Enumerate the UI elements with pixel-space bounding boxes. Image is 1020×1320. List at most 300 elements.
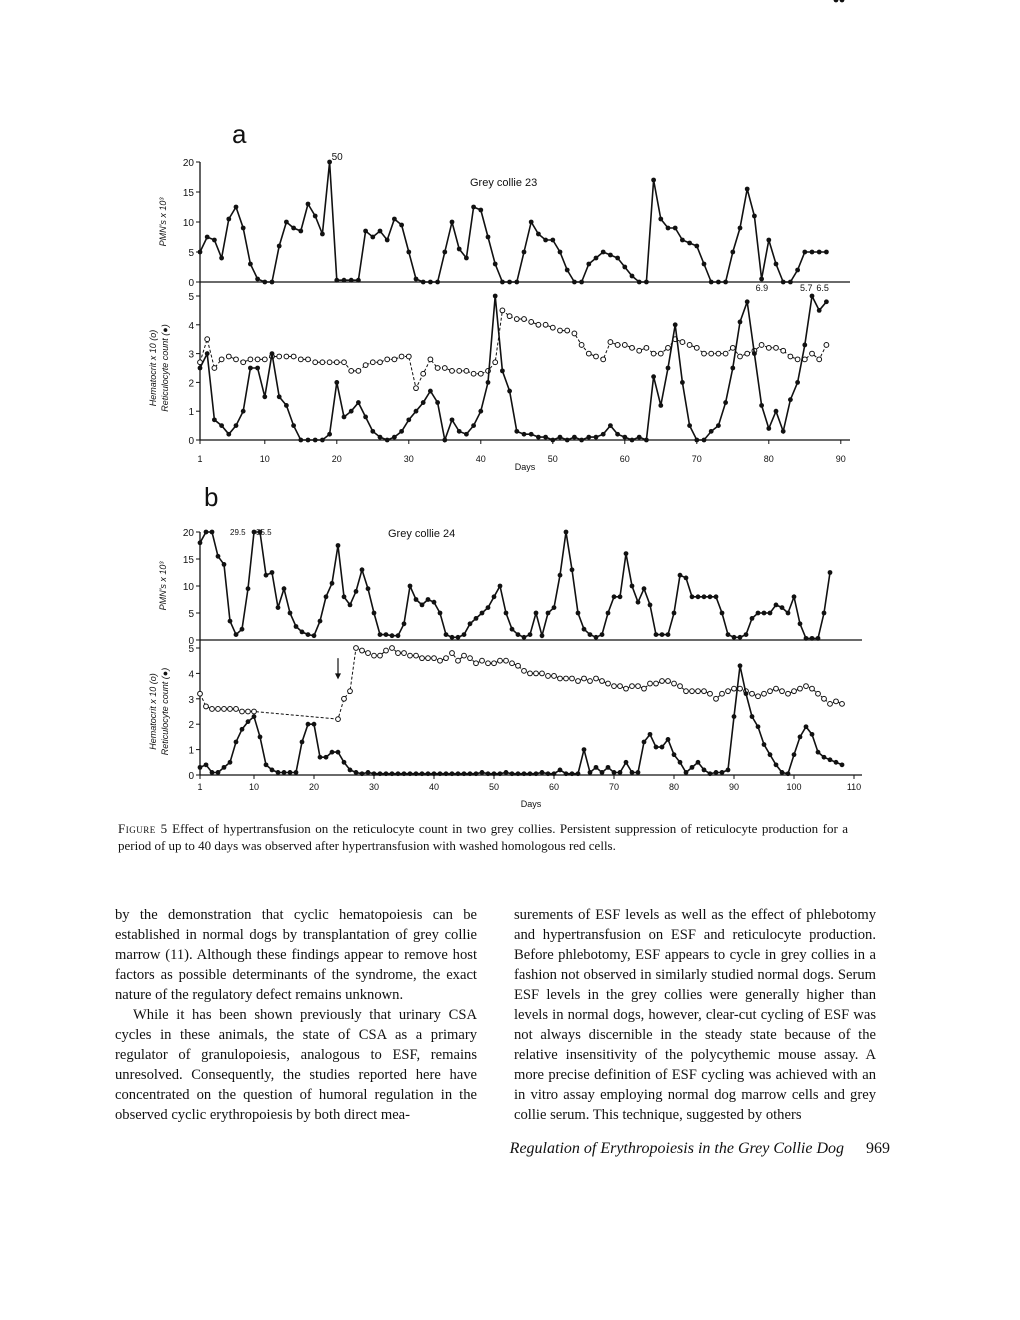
reticulocyte-data-point: [636, 770, 641, 775]
hematocrit-data-point: [255, 357, 260, 362]
figure-caption: [118, 820, 848, 854]
reticulocyte-data-point: [212, 417, 217, 422]
x-tick-label: 70: [691, 454, 702, 464]
pmn-data-point: [792, 594, 797, 599]
pmn-data-point: [396, 633, 401, 638]
hematocrit-data-point: [696, 689, 701, 694]
pmn-data-point: [745, 187, 750, 192]
hematocrit-data-point: [507, 314, 512, 319]
pmn-data-point: [204, 530, 209, 535]
reticulocyte-data-point: [210, 770, 215, 775]
reticulocyte-data-point: [414, 771, 419, 776]
pmn-data-point: [658, 217, 663, 222]
pmn-data-point: [654, 632, 659, 637]
pmn-data-point: [612, 594, 617, 599]
hematocrit-data-point: [291, 354, 296, 359]
hematocrit-data-point: [615, 343, 620, 348]
reticulocyte-data-point: [666, 737, 671, 742]
pmn-data-point: [348, 603, 353, 608]
reticulocyte-data-point: [248, 366, 253, 371]
pmn-data-point: [781, 280, 786, 285]
lower-y-tick-label: 2: [188, 720, 194, 732]
hematocrit-data-point: [486, 661, 491, 666]
pmn-data-point: [716, 280, 721, 285]
hematocrit-data-point: [240, 709, 245, 714]
reticulocyte-data-point: [493, 294, 498, 299]
hematocrit-data-point: [450, 368, 455, 373]
reticulocyte-data-point: [642, 740, 647, 745]
reticulocyte-data-point: [834, 760, 839, 765]
pmn-data-point: [456, 635, 461, 640]
reticulocyte-data-point: [330, 750, 335, 755]
pmn-data-point: [648, 603, 653, 608]
pmn-data-point: [500, 280, 505, 285]
pmn-data-point: [696, 594, 701, 599]
running-footer: [510, 1140, 890, 1158]
hematocrit-data-point: [462, 653, 467, 658]
reticulocyte-data-point: [510, 771, 515, 776]
pmn-data-point: [558, 573, 563, 578]
pmn-data-point: [216, 554, 221, 559]
reticulocyte-data-point: [500, 368, 505, 373]
reticulocyte-data-point: [471, 423, 476, 428]
pmn-data-point: [498, 584, 503, 589]
pmn-data-point: [732, 635, 737, 640]
reticulocyte-data-point: [334, 380, 339, 385]
pmn-data-point: [516, 632, 521, 637]
hematocrit-data-point: [795, 357, 800, 362]
reticulocyte-data-point: [824, 299, 829, 304]
pmn-data-point: [684, 576, 689, 581]
reticulocyte-data-point: [774, 409, 779, 414]
pmn-y-tick-label: 10: [182, 218, 194, 229]
hematocrit-data-point: [500, 308, 505, 313]
reticulocyte-data-point: [486, 380, 491, 385]
pmn-data-point: [385, 238, 390, 243]
pmn-data-point: [342, 278, 347, 283]
pmn-data-point: [673, 226, 678, 231]
pmn-data-point: [438, 611, 443, 616]
hematocrit-y-axis-label: Hematocrit x 10 (o): [148, 329, 158, 407]
reticulocyte-data-point: [759, 403, 764, 408]
reticulocyte-data-point: [318, 755, 323, 760]
caption-label: Figure 5: [118, 821, 168, 836]
transfusion-arrowhead: [335, 673, 341, 679]
body-column-right: [514, 905, 876, 1125]
pmn-data-point: [522, 635, 527, 640]
x-tick-label: 40: [428, 782, 440, 792]
hematocrit-data-point: [788, 354, 793, 359]
hematocrit-data-point: [570, 676, 575, 681]
pmn-data-point: [594, 635, 599, 640]
reticulocyte-data-point: [588, 770, 593, 775]
page-number: 969: [866, 1140, 890, 1157]
hematocrit-data-point: [219, 357, 224, 362]
hematocrit-data-point: [817, 357, 822, 362]
pmn-series-line: [200, 532, 830, 638]
reticulocyte-data-point: [342, 415, 347, 420]
hematocrit-data-point: [241, 360, 246, 365]
hematocrit-data-point: [612, 684, 617, 689]
reticulocyte-data-point: [277, 394, 282, 399]
hematocrit-data-point: [658, 351, 663, 356]
hematocrit-data-point: [442, 366, 447, 371]
hematocrit-data-point: [399, 354, 404, 359]
hematocrit-data-point: [435, 366, 440, 371]
hematocrit-data-point: [636, 684, 641, 689]
hematocrit-data-point: [834, 699, 839, 704]
body-paragraph: surements of ESF levels as well as the effect of phlebotomy and hypertransfusion on ESF and reticulocyte production. Before phlebotomy, ESF appears to cycle in grey collies in a fashion not observed in similarly studied normal dogs. Serum ESF levels in the grey collies were generally higher than levels in normal dogs, however, clear-cut cycling of ESF was not always discernible in the steady state because of the relative insensitivity of the polycythemic mouse assay. A more precise definition of ESF cycling was achieved with an in vitro assay employing normal dog marrow cells and grey collie serum. This technique, suggested by others: [514, 907, 876, 1123]
pmn-data-point: [804, 636, 809, 641]
reticulocyte-data-point: [762, 742, 767, 747]
reticulocyte-data-point: [300, 740, 305, 745]
pmn-data-point: [435, 280, 440, 285]
x-axis-label: Days: [520, 799, 542, 809]
reticulocyte-data-point: [732, 714, 737, 719]
hematocrit-data-point: [522, 317, 527, 322]
reticulocyte-data-point: [756, 724, 761, 729]
hematocrit-data-point: [745, 351, 750, 356]
pmn-data-point: [205, 235, 210, 240]
reticulocyte-data-point: [504, 770, 509, 775]
pmn-data-point: [565, 268, 570, 273]
hematocrit-data-point: [414, 653, 419, 658]
pmn-data-point: [468, 621, 473, 626]
pmn-data-point: [406, 250, 411, 255]
offscale-label: 6.9: [755, 283, 769, 293]
reticulocyte-data-point: [752, 351, 757, 356]
pmn-data-point: [738, 635, 743, 640]
reticulocyte-data-point: [798, 735, 803, 740]
hematocrit-data-point: [672, 681, 677, 686]
reticulocyte-data-point: [744, 691, 749, 696]
hematocrit-data-point: [738, 354, 743, 359]
reticulocyte-data-point: [543, 435, 548, 440]
hematocrit-data-point: [198, 691, 203, 696]
pmn-data-point: [824, 250, 829, 255]
reticulocyte-data-point: [558, 435, 563, 440]
reticulocyte-data-point: [654, 745, 659, 750]
pmn-data-point: [240, 627, 245, 632]
pmn-data-point: [834, 0, 839, 2]
hematocrit-data-point: [504, 658, 509, 663]
pmn-data-point: [450, 635, 455, 640]
pmn-y-tick-label: 20: [182, 158, 194, 169]
pmn-data-point: [816, 636, 821, 641]
hematocrit-data-point: [384, 648, 389, 653]
reticulocyte-data-point: [600, 770, 605, 775]
reticulocyte-data-point: [507, 389, 512, 394]
lower-y-tick-label: 1: [188, 407, 194, 419]
reticulocyte-data-point: [457, 429, 462, 434]
pmn-data-point: [510, 627, 515, 632]
hematocrit-data-point: [406, 354, 411, 359]
pmn-data-point: [372, 611, 377, 616]
pmn-data-point: [312, 633, 317, 638]
reticulocyte-data-point: [714, 770, 719, 775]
offscale-label: 29.5: [230, 528, 246, 537]
pmn-data-point: [300, 630, 305, 635]
hematocrit-data-point: [579, 343, 584, 348]
reticulocyte-data-point: [258, 735, 263, 740]
hematocrit-data-point: [356, 368, 361, 373]
reticulocyte-data-point: [478, 409, 483, 414]
reticulocyte-data-point: [529, 432, 534, 437]
pmn-data-point: [600, 632, 605, 637]
x-tick-label: 50: [488, 782, 500, 792]
pmn-data-point: [486, 235, 491, 240]
reticulocyte-data-point: [792, 752, 797, 757]
reticulocyte-data-point: [684, 770, 689, 775]
reticulocyte-data-point: [738, 320, 743, 325]
hematocrit-data-point: [759, 343, 764, 348]
hematocrit-data-point: [684, 689, 689, 694]
reticulocyte-data-point: [288, 770, 293, 775]
reticulocyte-data-point: [774, 762, 779, 767]
hematocrit-data-point: [550, 325, 555, 330]
x-tick-label: 100: [786, 782, 802, 792]
pmn-data-point: [768, 611, 773, 616]
hematocrit-data-point: [426, 656, 431, 661]
reticulocyte-data-point: [536, 435, 541, 440]
reticulocyte-data-point: [594, 765, 599, 770]
pmn-data-point: [478, 208, 483, 213]
pmn-data-point: [774, 603, 779, 608]
reticulocyte-data-point: [228, 760, 233, 765]
hematocrit-data-point: [252, 709, 257, 714]
pmn-data-point: [402, 621, 407, 626]
hematocrit-data-point: [306, 357, 311, 362]
x-tick-label: 10: [248, 782, 260, 792]
hematocrit-data-point: [726, 689, 731, 694]
hematocrit-data-point: [594, 354, 599, 359]
reticulocyte-data-point: [658, 403, 663, 408]
hematocrit-data-point: [284, 354, 289, 359]
reticulocyte-data-point: [618, 770, 623, 775]
body-paragraph: by the demonstration that cyclic hematopoiesis can be established in normal dogs by transplantation of grey collie marrow (11). Although these findings appear to remove host factors as possible determinants of the syndrome, the exact nature of the regulatory defect remains unknown.: [115, 907, 477, 1003]
reticulocyte-data-point: [360, 771, 365, 776]
reticulocyte-data-point: [550, 438, 555, 443]
pmn-data-point: [744, 632, 749, 637]
hematocrit-data-point: [608, 340, 613, 345]
pmn-data-point: [384, 632, 389, 637]
reticulocyte-data-point: [726, 768, 731, 773]
hematocrit-data-point: [709, 351, 714, 356]
hematocrit-data-point: [327, 360, 332, 365]
hematocrit-data-point: [492, 661, 497, 666]
hematocrit-data-point: [756, 694, 761, 699]
reticulocyte-data-point: [270, 351, 275, 356]
reticulocyte-data-point: [615, 432, 620, 437]
hematocrit-data-point: [438, 658, 443, 663]
reticulocyte-data-point: [442, 438, 447, 443]
reticulocyte-data-point: [444, 771, 449, 776]
panel-title: Grey collie 24: [388, 528, 456, 540]
reticulocyte-data-point: [781, 429, 786, 434]
reticulocyte-data-point: [534, 771, 539, 776]
pmn-y-tick-label: 0: [188, 636, 194, 647]
hematocrit-data-point: [210, 707, 215, 712]
reticulocyte-data-point: [366, 770, 371, 775]
hematocrit-data-point: [720, 691, 725, 696]
pmn-data-point: [320, 232, 325, 237]
pmn-data-point: [660, 632, 665, 637]
offscale-label: 6.5: [816, 283, 829, 293]
reticulocyte-data-point: [678, 760, 683, 765]
hematocrit-y-axis-label: Hematocrit x 10 (o): [148, 673, 158, 750]
hematocrit-series-line: [200, 648, 842, 719]
pmn-data-point: [198, 540, 203, 545]
pmn-data-point: [536, 232, 541, 237]
hematocrit-data-point: [694, 345, 699, 350]
reticulocyte-data-point: [660, 745, 665, 750]
hematocrit-data-point: [536, 322, 541, 327]
pmn-data-point: [390, 633, 395, 638]
reticulocyte-data-point: [336, 750, 341, 755]
pmn-data-point: [714, 594, 719, 599]
hematocrit-data-point: [666, 345, 671, 350]
pmn-data-point: [507, 280, 512, 285]
hematocrit-data-point: [262, 357, 267, 362]
hematocrit-data-point: [786, 691, 791, 696]
reticulocyte-data-point: [672, 752, 677, 757]
reticulocyte-data-point: [768, 752, 773, 757]
pmn-data-point: [546, 611, 551, 616]
pmn-data-point: [270, 280, 275, 285]
x-tick-label: 20: [308, 782, 320, 792]
pmn-data-point: [606, 611, 611, 616]
pmn-data-point: [228, 619, 233, 624]
panel-title: Grey collie 23: [470, 177, 538, 189]
pmn-data-point: [624, 551, 629, 556]
pmn-data-point: [318, 619, 323, 624]
reticulocyte-data-point: [298, 438, 303, 443]
pmn-data-point: [370, 235, 375, 240]
pmn-data-point: [840, 0, 845, 2]
hematocrit-data-point: [816, 691, 821, 696]
hematocrit-data-point: [546, 674, 551, 679]
pmn-data-point: [630, 274, 635, 279]
pmn-data-point: [786, 611, 791, 616]
reticulocyte-data-point: [428, 389, 433, 394]
hematocrit-data-point: [234, 707, 239, 712]
reticulocyte-data-point: [786, 771, 791, 776]
hematocrit-data-point: [644, 345, 649, 350]
reticulocyte-data-point: [810, 732, 815, 737]
reticulocyte-y-axis-label: Reticulocyte count (●): [160, 667, 170, 756]
reticulocyte-data-point: [522, 771, 527, 776]
pmn-data-point: [428, 280, 433, 285]
reticulocyte-data-point: [384, 771, 389, 776]
hematocrit-data-point: [534, 671, 539, 676]
x-tick-label: 30: [368, 782, 380, 792]
reticulocyte-data-point: [363, 415, 368, 420]
hematocrit-data-point: [828, 701, 833, 706]
reticulocyte-data-point: [601, 432, 606, 437]
reticulocyte-data-point: [576, 771, 581, 776]
pmn-data-point: [457, 247, 462, 252]
hematocrit-data-point: [366, 651, 371, 656]
pmn-data-point: [392, 217, 397, 222]
reticulocyte-data-point: [282, 770, 287, 775]
lower-y-tick-label: 3: [188, 694, 194, 706]
reticulocyte-data-point: [372, 771, 377, 776]
pmn-data-point: [810, 250, 815, 255]
pmn-data-point: [720, 611, 725, 616]
hematocrit-data-point: [396, 651, 401, 656]
reticulocyte-data-point: [822, 755, 827, 760]
lower-y-tick-label: 5: [188, 644, 194, 655]
reticulocyte-data-point: [498, 771, 503, 776]
reticulocyte-data-point: [579, 438, 584, 443]
reticulocyte-data-point: [432, 771, 437, 776]
pmn-data-point: [226, 217, 231, 222]
reticulocyte-data-point: [291, 423, 296, 428]
hematocrit-data-point: [666, 679, 671, 684]
lower-y-tick-label: 0: [188, 771, 194, 782]
pmn-data-point: [618, 594, 623, 599]
pmn-data-point: [540, 633, 545, 638]
hematocrit-data-point: [723, 351, 728, 356]
pmn-data-point: [366, 586, 371, 591]
hematocrit-data-point: [277, 354, 282, 359]
pmn-data-point: [759, 277, 764, 282]
hematocrit-data-point: [586, 351, 591, 356]
pmn-data-point: [349, 278, 354, 283]
pmn-data-point: [780, 605, 785, 610]
pmn-data-point: [528, 632, 533, 637]
reticulocyte-data-point: [205, 351, 210, 356]
pmn-y-tick-label: 5: [188, 248, 194, 259]
hematocrit-data-point: [766, 345, 771, 350]
pmn-data-point: [795, 268, 800, 273]
reticulocyte-data-point: [234, 423, 239, 428]
reticulocyte-data-point: [522, 432, 527, 437]
reticulocyte-data-point: [680, 380, 685, 385]
hematocrit-data-point: [840, 701, 845, 706]
hematocrit-data-point: [522, 668, 527, 673]
hematocrit-data-point: [226, 354, 231, 359]
reticulocyte-data-point: [622, 435, 627, 440]
x-tick-label: 50: [547, 454, 558, 464]
hematocrit-data-point: [342, 696, 347, 701]
reticulocyte-data-point: [426, 771, 431, 776]
lower-y-tick-label: 3: [188, 349, 194, 361]
pmn-y-axis-label: PMN's x 10³: [158, 197, 168, 247]
reticulocyte-data-point: [780, 770, 785, 775]
hematocrit-data-point: [348, 689, 353, 694]
hematocrit-data-point: [474, 661, 479, 666]
reticulocyte-data-point: [234, 740, 239, 745]
pmn-data-point: [709, 280, 714, 285]
hematocrit-data-point: [716, 351, 721, 356]
reticulocyte-data-point: [349, 409, 354, 414]
x-tick-label: 10: [259, 454, 270, 464]
pmn-data-point: [570, 567, 575, 572]
hematocrit-data-point: [618, 684, 623, 689]
hematocrit-data-point: [558, 328, 563, 333]
pmn-data-point: [514, 280, 519, 285]
reticulocyte-data-point: [666, 366, 671, 371]
pmn-data-point: [702, 594, 707, 599]
pmn-data-point: [534, 611, 539, 616]
pmn-data-point: [588, 632, 593, 637]
x-tick-label: 90: [835, 454, 846, 464]
pmn-data-point: [690, 594, 695, 599]
pmn-data-point: [558, 250, 563, 255]
pmn-data-point: [277, 244, 282, 249]
hematocrit-data-point: [370, 360, 375, 365]
